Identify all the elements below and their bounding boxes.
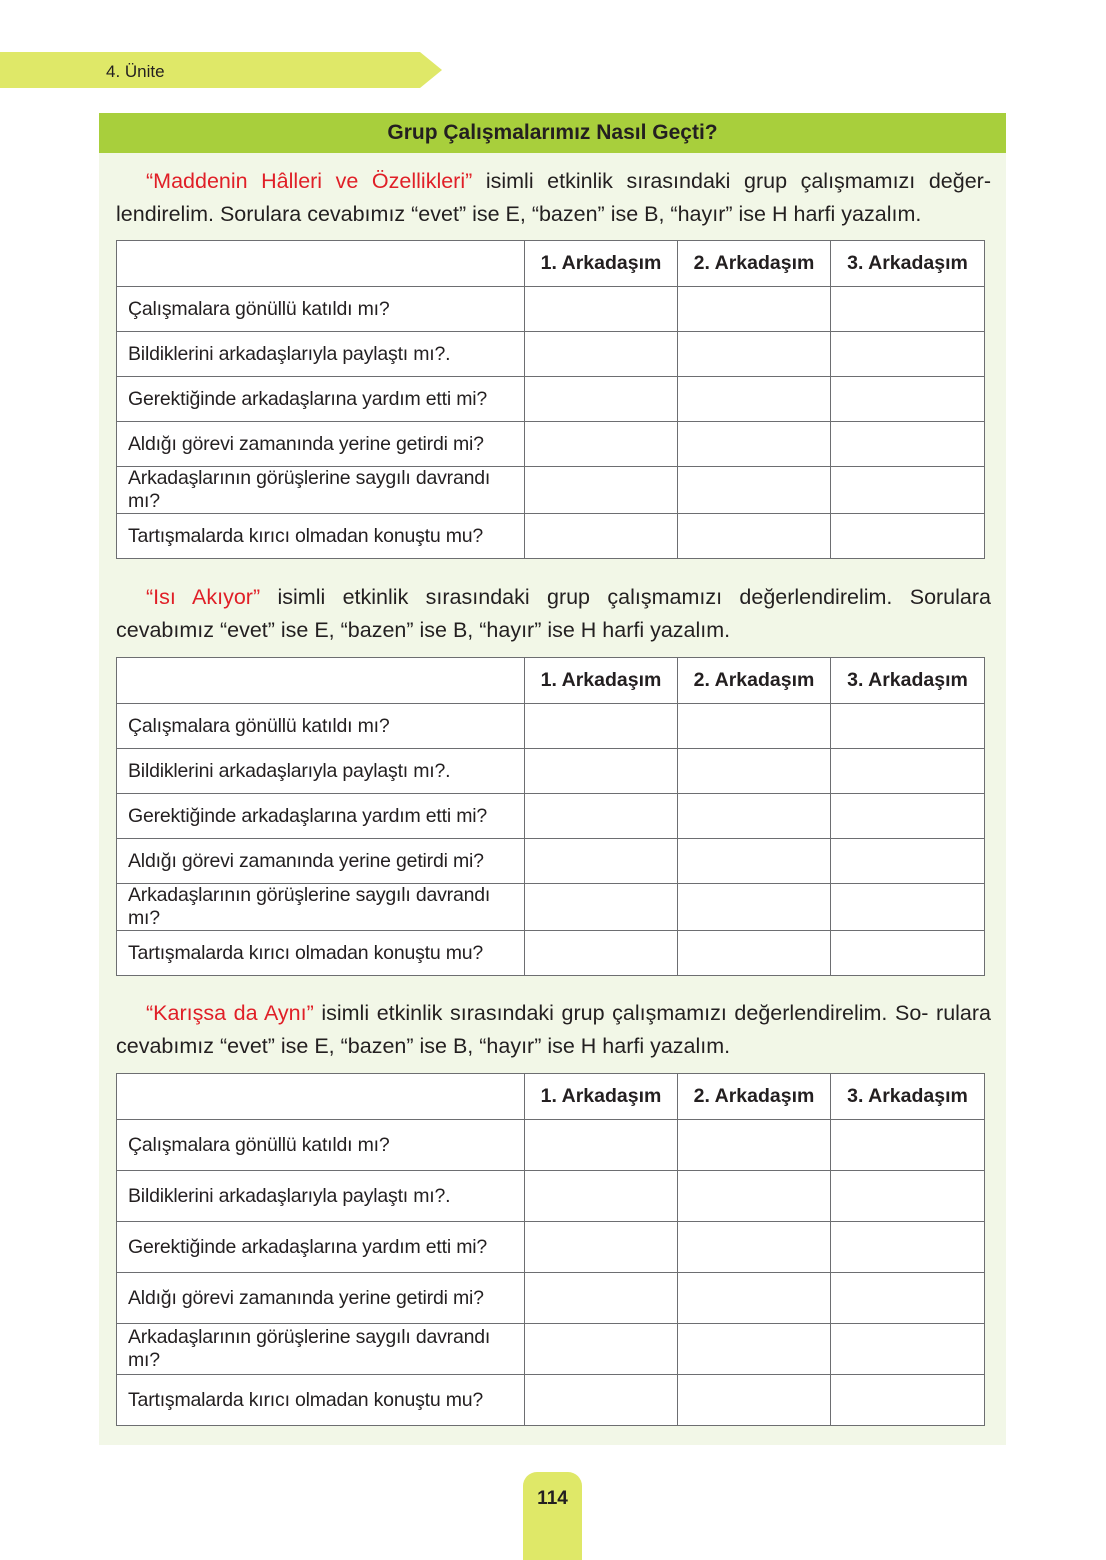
answer-cell[interactable] — [678, 1324, 831, 1375]
answer-cell[interactable] — [831, 1171, 985, 1222]
table-row — [117, 704, 985, 749]
table-corner-cell — [117, 241, 525, 287]
page-number-tab — [523, 1472, 582, 1560]
instruction-text: isimli etkinlik sırasındaki grup çalışmamızı değerlendirelim. Sorulara — [260, 585, 991, 609]
unit-tab — [0, 52, 420, 88]
table-row — [117, 1171, 985, 1222]
table-row — [117, 332, 985, 377]
answer-cell[interactable] — [831, 884, 985, 931]
answer-cell[interactable] — [678, 377, 831, 422]
table-row — [117, 467, 985, 514]
answer-cell[interactable] — [831, 749, 985, 794]
evaluation-panel — [99, 113, 1006, 1445]
table-header-row — [117, 1074, 985, 1120]
activity-name: “Maddenin Hâlleri ve Özellikleri” — [146, 169, 473, 193]
question-cell: Arkadaşlarının görüşlerine saygılı davrandı mı? — [117, 467, 525, 514]
question-cell: Tartışmalarda kırıcı olmadan konuştu mu? — [117, 514, 525, 559]
section-3-instructions — [116, 997, 991, 1063]
answer-cell[interactable] — [525, 1171, 678, 1222]
table-row — [117, 931, 985, 976]
activity-name: “Karışsa da Aynı” — [146, 1001, 314, 1025]
instruction-text: rulara cevabımız “evet” ise E, “bazen” ise B, “hayır” ise H harfi yazalım. — [116, 1001, 991, 1058]
question-cell: Aldığı görevi zamanında yerine getirdi mi? — [117, 1273, 525, 1324]
question-cell: Tartışmalarda kırıcı olmadan konuştu mu? — [117, 931, 525, 976]
column-header: 3. Arkadaşım — [831, 1074, 985, 1120]
answer-cell[interactable] — [831, 514, 985, 559]
question-cell: Gerektiğinde arkadaşlarına yardım etti mi? — [117, 1222, 525, 1273]
unit-label: 4. Ünite — [106, 62, 165, 81]
answer-cell[interactable] — [678, 422, 831, 467]
table-row — [117, 1120, 985, 1171]
answer-cell[interactable] — [525, 332, 678, 377]
answer-cell[interactable] — [831, 1375, 985, 1426]
answer-cell[interactable] — [831, 287, 985, 332]
instruction-text: cevabımız “evet” ise E, “bazen” ise B, “hayır” ise H harfi yazalım. — [116, 618, 731, 642]
answer-cell[interactable] — [525, 794, 678, 839]
table-row — [117, 377, 985, 422]
table-corner-cell — [117, 1074, 525, 1120]
answer-cell[interactable] — [831, 422, 985, 467]
answer-cell[interactable] — [525, 287, 678, 332]
table-row — [117, 514, 985, 559]
column-header: 2. Arkadaşım — [678, 241, 831, 287]
panel-title: Grup Çalışmalarımız Nasıl Geçti? — [99, 113, 1006, 153]
evaluation-table-2 — [116, 657, 985, 976]
answer-cell[interactable] — [525, 422, 678, 467]
answer-cell[interactable] — [831, 467, 985, 514]
table-row — [117, 839, 985, 884]
table-row — [117, 749, 985, 794]
answer-cell[interactable] — [525, 467, 678, 514]
answer-cell[interactable] — [831, 377, 985, 422]
instruction-text: isimli etkinlik sırasındaki grup çalışmamızı değerlendirelim. So- — [313, 1001, 929, 1025]
instruction-text: isimli etkinlik sırasındaki grup çalışmamızı değer- — [472, 169, 991, 193]
evaluation-table-3 — [116, 1073, 985, 1426]
instruction-text: lendirelim. Sorulara cevabımız “evet” ise E, “bazen” ise B, “hayır” ise H harfi yazalım. — [116, 202, 922, 226]
unit-tab-arrow — [420, 52, 442, 88]
column-header: 1. Arkadaşım — [525, 658, 678, 704]
question-cell: Aldığı görevi zamanında yerine getirdi mi? — [117, 422, 525, 467]
question-cell: Gerektiğinde arkadaşlarına yardım etti mi? — [117, 377, 525, 422]
answer-cell[interactable] — [678, 287, 831, 332]
answer-cell[interactable] — [831, 839, 985, 884]
answer-cell[interactable] — [831, 1222, 985, 1273]
question-cell: Bildiklerini arkadaşlarıyla paylaştı mı?. — [117, 332, 525, 377]
answer-cell[interactable] — [678, 794, 831, 839]
section-1-instructions — [116, 165, 991, 231]
answer-cell[interactable] — [525, 884, 678, 931]
answer-cell[interactable] — [525, 1222, 678, 1273]
answer-cell[interactable] — [831, 1120, 985, 1171]
table-row — [117, 794, 985, 839]
answer-cell[interactable] — [678, 931, 831, 976]
answer-cell[interactable] — [525, 1120, 678, 1171]
column-header: 3. Arkadaşım — [831, 658, 985, 704]
column-header: 1. Arkadaşım — [525, 241, 678, 287]
answer-cell[interactable] — [678, 1120, 831, 1171]
answer-cell[interactable] — [678, 1273, 831, 1324]
table-header-row — [117, 241, 985, 287]
answer-cell[interactable] — [678, 332, 831, 377]
answer-cell[interactable] — [831, 332, 985, 377]
table-row — [117, 1324, 985, 1375]
table-corner-cell — [117, 658, 525, 704]
table-header-row — [117, 658, 985, 704]
answer-cell[interactable] — [525, 931, 678, 976]
page-number: 114 — [537, 1488, 568, 1509]
question-cell: Tartışmalarda kırıcı olmadan konuştu mu? — [117, 1375, 525, 1426]
answer-cell[interactable] — [678, 884, 831, 931]
question-cell: Gerektiğinde arkadaşlarına yardım etti mi? — [117, 794, 525, 839]
answer-cell[interactable] — [678, 1171, 831, 1222]
table-row — [117, 287, 985, 332]
section-2-instructions — [116, 581, 991, 647]
question-cell: Bildiklerini arkadaşlarıyla paylaştı mı?. — [117, 1171, 525, 1222]
table-row — [117, 1222, 985, 1273]
column-header: 2. Arkadaşım — [678, 1074, 831, 1120]
answer-cell[interactable] — [678, 467, 831, 514]
answer-cell[interactable] — [525, 704, 678, 749]
answer-cell[interactable] — [525, 514, 678, 559]
answer-cell[interactable] — [831, 794, 985, 839]
question-cell: Arkadaşlarının görüşlerine saygılı davrandı mı? — [117, 884, 525, 931]
answer-cell[interactable] — [678, 1375, 831, 1426]
answer-cell[interactable] — [678, 839, 831, 884]
answer-cell[interactable] — [525, 839, 678, 884]
question-cell: Bildiklerini arkadaşlarıyla paylaştı mı?. — [117, 749, 525, 794]
table-row — [117, 1273, 985, 1324]
answer-cell[interactable] — [525, 1375, 678, 1426]
table-row — [117, 1375, 985, 1426]
answer-cell[interactable] — [831, 704, 985, 749]
table-row — [117, 422, 985, 467]
answer-cell[interactable] — [525, 749, 678, 794]
column-header: 2. Arkadaşım — [678, 658, 831, 704]
question-cell: Çalışmalara gönüllü katıldı mı? — [117, 704, 525, 749]
column-header: 1. Arkadaşım — [525, 1074, 678, 1120]
answer-cell[interactable] — [831, 1324, 985, 1375]
answer-cell[interactable] — [525, 1273, 678, 1324]
answer-cell[interactable] — [678, 704, 831, 749]
answer-cell[interactable] — [525, 1324, 678, 1375]
column-header: 3. Arkadaşım — [831, 241, 985, 287]
answer-cell[interactable] — [831, 1273, 985, 1324]
table-row — [117, 884, 985, 931]
activity-name: “Isı Akıyor” — [146, 585, 261, 609]
evaluation-table-1 — [116, 240, 985, 559]
question-cell: Çalışmalara gönüllü katıldı mı? — [117, 287, 525, 332]
question-cell: Çalışmalara gönüllü katıldı mı? — [117, 1120, 525, 1171]
answer-cell[interactable] — [525, 377, 678, 422]
answer-cell[interactable] — [831, 931, 985, 976]
question-cell: Aldığı görevi zamanında yerine getirdi mi? — [117, 839, 525, 884]
answer-cell[interactable] — [678, 1222, 831, 1273]
answer-cell[interactable] — [678, 749, 831, 794]
question-cell: Arkadaşlarının görüşlerine saygılı davrandı mı? — [117, 1324, 525, 1375]
answer-cell[interactable] — [678, 514, 831, 559]
